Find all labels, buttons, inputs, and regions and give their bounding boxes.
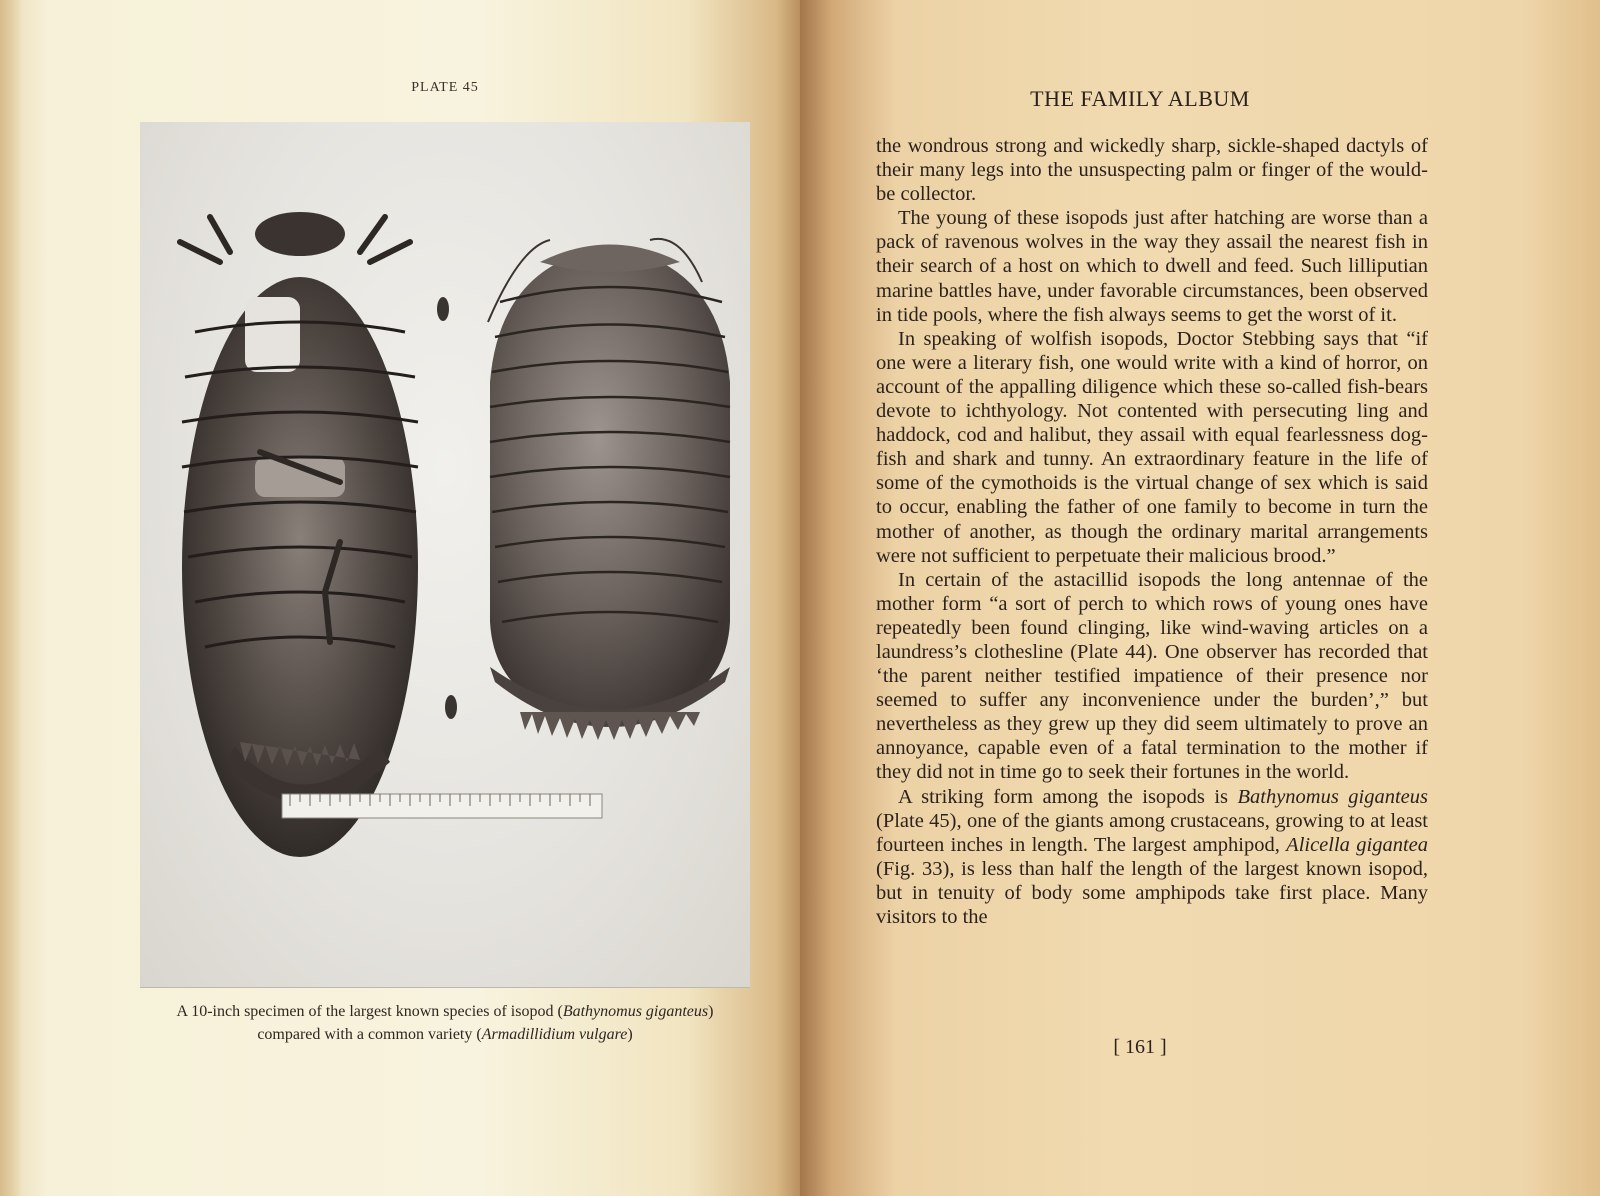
paragraph-3: In speaking of wolfish isopods, Doctor Stebbing says that “if one were a literary fish, one would write with a kind of horror, on account of the appalling diligence which these so-called fish-bears devote to ichthyology. Not contented with persecuting ling and haddock, cod and halibut, they assail with equal fearlessness dog-fish and shark and tunny. An extraordinary feature in the life of some of the cymothoids is the virtual change of sex which is said to occur, enabling the father of one family to become in turn the mother of another, as though the ordinary marital arrangements were not sufficient to perpetuate their malicious brood.” [876,327,1428,567]
plate-caption [150,1000,740,1046]
scale-ruler [282,794,602,818]
plate-label: PLATE 45 [411,80,479,95]
caption-species-armadillidium: Armadillidium vulgare [481,1026,628,1043]
isopod-back [488,239,730,740]
caption-text-c: ) compared with a common variety ( [257,1003,714,1043]
page-number: [ 161 ] [1113,1036,1167,1058]
armadillidium-small-2 [445,695,457,719]
isopod-underside [180,212,418,857]
paragraph-4: In certain of the astacillid isopods the long antennae of the mother form “a sort of perch to which rows of young ones have repeatedly been found clinging, like wind-waving articles on a laundress’s clothesline (Plate 44). One observer has recorded that ‘the parent neither testified impatience of their presence nor seemed to suffer any inconvenience under the burden’,” but nevertheless as they grew up they did seem ultimately to prove an annoyance, capable even of a fatal termination to the mother if they did not in time go to seek their fortunes in the world. [876,568,1428,784]
paragraph-5-text-e: (Fig. 33), is less than half the length of the largest known isopod, but in tenuity of body some amphipods take first place. Many visitors to the [876,857,1428,928]
paragraph-5 [876,785,1428,930]
caption-species-bathynomus: Bathynomus giganteus [562,1003,709,1020]
caption-text-e: ) [627,1026,633,1043]
armadillidium-small-1 [437,297,449,321]
paragraph-2: The young of these isopods just after hatching are worse than a pack of ravenous wolves in the way they assail the nearest fish in their search of a host on which to dwell and feed. Such lilliputian marine battles have, under favorable circumstances, been observed in tide pools, where the fish always seems to get the worst of it. [876,207,1428,326]
plate-photograph [140,122,750,988]
species-alicella: Alicella gigantea [1286,833,1428,856]
caption-text-a: A 10-inch specimen of the largest known species of isopod ( [176,1003,563,1020]
isopod-photo-drawing [140,122,750,987]
paragraph-5-text-a: A striking form among the isopods is [898,785,1238,808]
paragraph-1: the wondrous strong and wickedly sharp, sickle-shaped dactyls of their many legs into the unsuspecting palm or finger of the would-be collector. [876,135,1428,206]
running-head: THE FAMILY ALBUM [1030,86,1250,111]
body-text [876,134,1428,929]
page-edge-shadow [0,0,22,1196]
paragraph-5-text-c: (Plate 45), one of the giants among crustaceans, growing to at least fourteen inches in length. The largest amphipod, [876,809,1428,856]
species-bathynomus: Bathynomus giganteus [1237,785,1429,808]
